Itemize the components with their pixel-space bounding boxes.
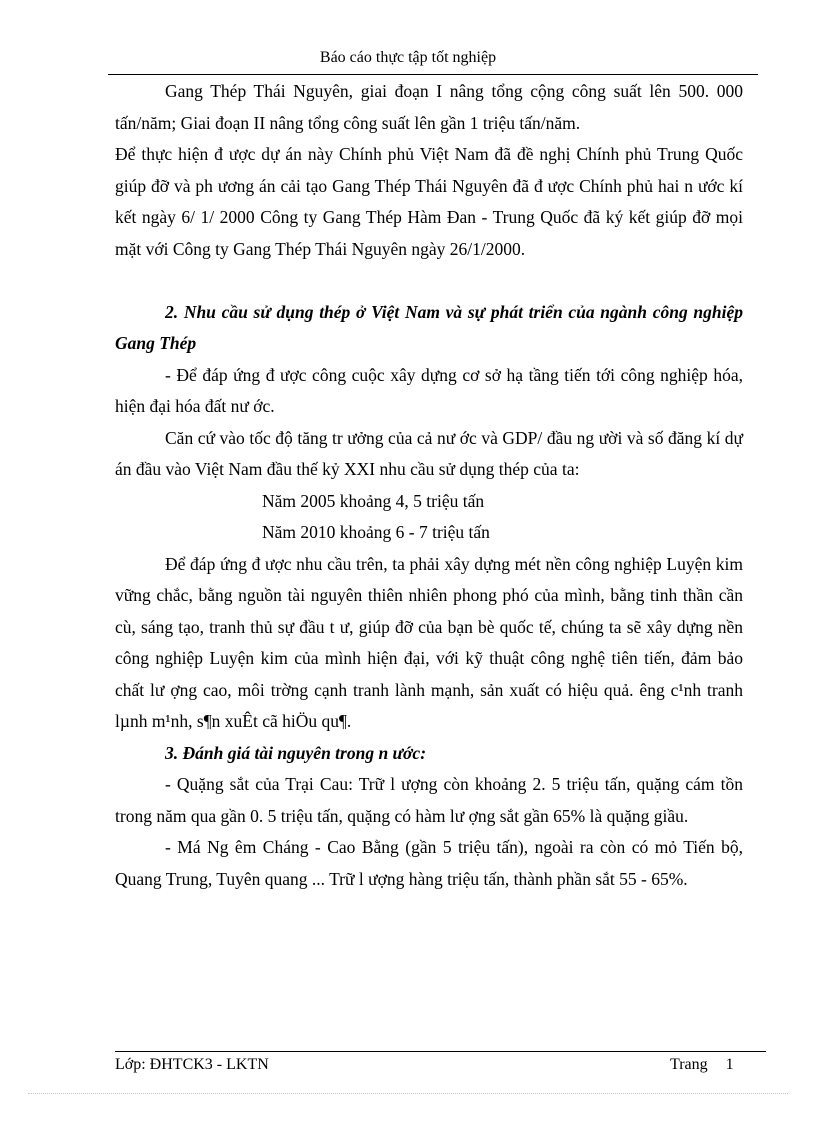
blank-line bbox=[115, 265, 743, 297]
paragraph-gang-thep-stages: Gang Thép Thái Nguyên, giai đoạn I nâng tổng cộng công suất lên 500. 000 tấn/năm; Giai đoạn II nâng tổng công suất lên gần 1 triệu tấn/năm. bbox=[115, 81, 743, 133]
paragraph-trai-cau-ore: - Quặng sắt của Trại Cau: Trữ l ượng còn khoảng 2. 5 triệu tấn, quặng cám tồn trong năm qua gần 0. 5 triệu tấn, quặng có hàm lư ợng sắt gần 65% là quặng giầu. bbox=[115, 774, 743, 826]
footer-page bbox=[670, 1056, 734, 1074]
paragraph-metallurgy-industry: Để đáp ứng đ ược nhu cầu trên, ta phải xây dựng mét nền công nghiệp Luyện kim vững chắc, bằng nguồn tài nguyên thiên nhiên phong phó của mình, bằng tinh thần cần cù, sáng tạo, tranh thủ sự đầu t ư, giúp đỡ của bạn bè quốc tế, chúng ta sẽ xây dựng nền công nghiệp Luyện kim của mình hiện đại, với kỹ thuật công nghệ tiên tiến, đảm bảo chất lư ợng cao, môi trờng cạnh tranh lành mạnh, sản xuất có hiệu quả. êng c¹nh tranh lµnh m¹nh, s¶n xuÊt cã hiÖu qu¶. bbox=[115, 553, 743, 731]
paragraph-cao-bang-ore: - Má Ng êm Cháng - Cao Bằng (gần 5 triệu tấn), ngoài ra còn có mỏ Tiến bộ, Quang Trung, Tuyên quang ... Trữ l ượng hàng triệu tấn, thành phần sắt 55 - 65%. bbox=[115, 837, 743, 889]
paragraph-growth-basis: Căn cứ vào tốc độ tăng tr ưởng của cả nư ớc và GDP/ đầu ng ười và số đăng kí dự án đầu vào Việt Nam đầu thế kỷ XXI nhu cầu sử dụng thép của ta: bbox=[115, 427, 743, 479]
demand-2005: Năm 2005 khoảng 4, 5 triệu tấn bbox=[262, 490, 485, 511]
section-heading-3: 3. Đánh giá tài nguyên trong n ước: bbox=[165, 742, 427, 763]
document-body bbox=[115, 76, 743, 895]
demand-2010: Năm 2010 khoảng 6 - 7 triệu tấn bbox=[262, 522, 490, 542]
section-heading-2: 2. Nhu cầu sử dụng thép ở Việt Nam và sự phát triển của ngành công nghiệp Gang Thép bbox=[115, 301, 743, 353]
page-bottom-dotted-line bbox=[28, 1093, 788, 1094]
footer-divider bbox=[115, 1051, 766, 1052]
header-divider bbox=[108, 74, 758, 75]
paragraph-project-agreement: Để thực hiện đ ược dự án này Chính phủ Việt Nam đã đề nghị Chính phủ Trung Quốc giúp đỡ và ph ương án cải tạo Gang Thép Thái Nguyên đã đ ược Chính phủ hai n ước kí kết ngày 6/ 1/ 2000 Công ty Gang Thép Hàm Đan - Trung Quốc đã ký kết giúp đỡ mọi mặt với Công ty Gang Thép Thái Nguyên ngày 26/1/2000. bbox=[115, 144, 743, 259]
footer-page-number: 1 bbox=[725, 1056, 734, 1073]
paragraph-industrialization: - Để đáp ứng đ ược công cuộc xây dựng cơ sở hạ tầng tiến tới công nghiệp hóa, hiện đại hóa đất nư ớc. bbox=[115, 364, 743, 416]
footer-page-label: Trang bbox=[670, 1056, 708, 1073]
page-header-title: Báo cáo thực tập tốt nghiệp bbox=[319, 49, 497, 66]
footer-class-label: Lớp: ĐHTCK3 - LKTN bbox=[115, 1056, 269, 1073]
